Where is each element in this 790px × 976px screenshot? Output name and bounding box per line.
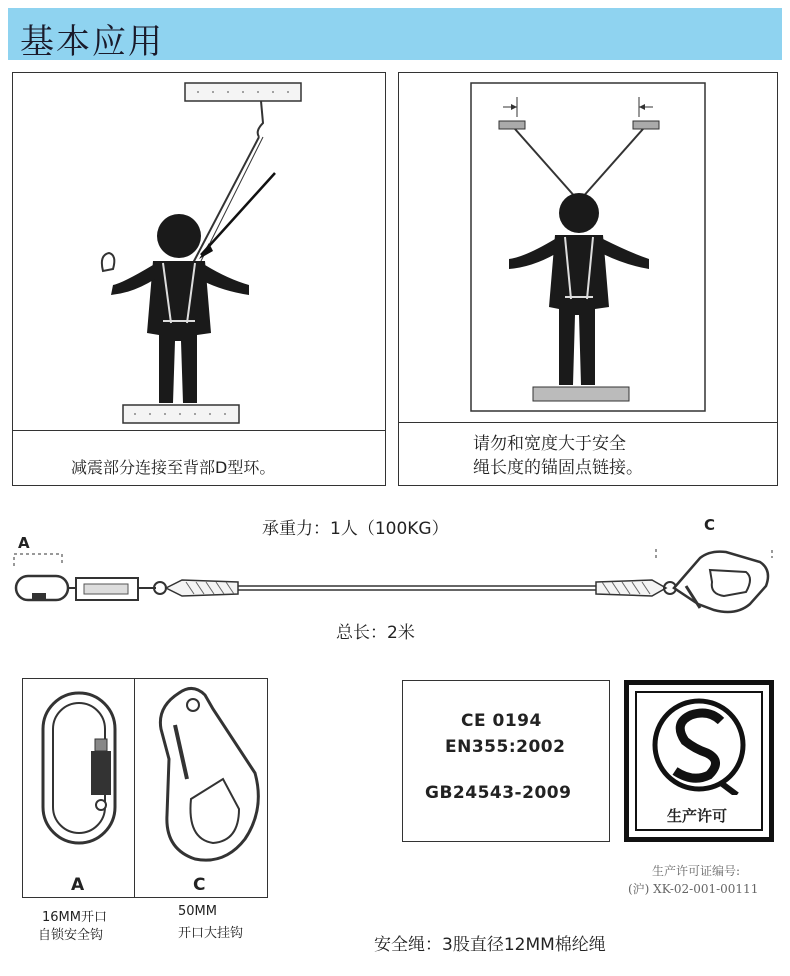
carabiner-a-illustration <box>23 679 135 869</box>
caption-line-2: 绳长度的锚固点链接。 <box>473 458 643 478</box>
caption-text: 减震部分连接至背部D型环。 <box>71 458 276 477</box>
rope-spec-text: 安全绳：3股直径12MM棉纶绳 <box>374 935 606 955</box>
panel-anchor-width <box>398 72 778 486</box>
cert-ce: CE 0194 <box>461 711 542 731</box>
qs-logo-icon <box>637 695 761 795</box>
lanyard-illustration <box>10 548 780 624</box>
panel-back-d-ring <box>12 72 386 486</box>
license-number: (沪) XK-02-001-00111 <box>628 882 759 896</box>
hook-a-desc-line-1: 16MM开口 <box>42 910 107 925</box>
hook-a-box <box>22 678 136 898</box>
worker-anchor-illustration <box>399 73 777 423</box>
qs-license-mark <box>624 680 774 842</box>
large-hook-c-illustration <box>135 679 267 869</box>
hook-c-desc-line-2: 开口大挂钩 <box>178 926 244 941</box>
hook-c-label: C <box>193 875 206 895</box>
hook-a-label: A <box>71 875 85 895</box>
total-length-text: 总长：2米 <box>336 623 415 643</box>
label-a-top: A <box>18 534 30 552</box>
license-number-label: 生产许可证编号: <box>652 864 741 878</box>
capacity-text: 承重力：1人（100KG） <box>262 519 449 539</box>
caption-box <box>399 422 777 485</box>
worker-back-connection-illustration <box>13 73 385 433</box>
caption-box <box>13 430 385 485</box>
hook-c-box <box>134 678 268 898</box>
qs-mark-text: 生产许可 <box>667 807 728 825</box>
certification-box <box>402 680 610 842</box>
hook-c-desc-line-1: 50MM <box>178 904 217 919</box>
page-title: 基本应用 <box>20 22 164 62</box>
caption-line-1: 请勿和宽度大于安全 <box>473 434 626 454</box>
hook-a-desc-line-2: 自锁安全钩 <box>38 928 104 943</box>
cert-gb: GB24543-2009 <box>425 783 572 803</box>
cert-en: EN355:2002 <box>445 737 566 757</box>
label-c-top: C <box>704 516 716 534</box>
header-banner <box>8 8 782 60</box>
